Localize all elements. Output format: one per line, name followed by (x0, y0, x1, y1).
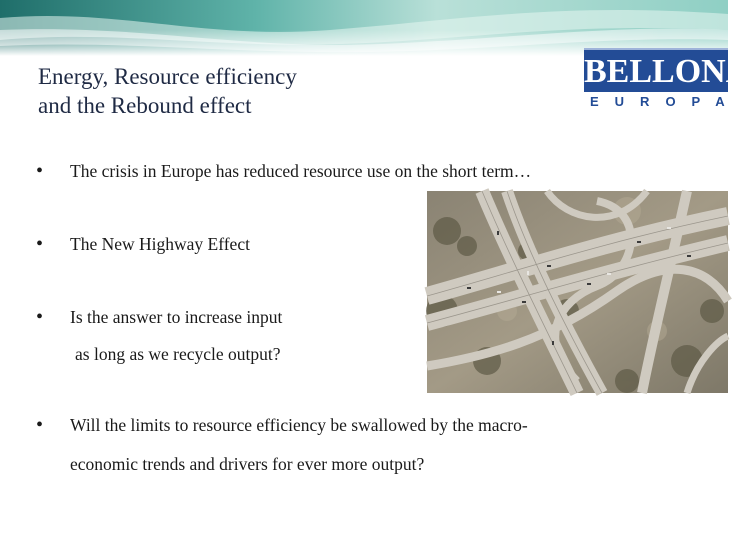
bullet-dot-icon: • (36, 160, 44, 182)
highway-interchange-photo (427, 191, 728, 393)
bellona-europa-logo (584, 45, 750, 111)
bullet-dot-icon: • (36, 233, 44, 255)
logo-subtitle: EUROPA (590, 94, 741, 109)
slide-title-line-2: and the Rebound effect (38, 93, 252, 118)
logo-wordmark: BELLONA (584, 48, 728, 92)
bullet-continuation: as long as we recycle output? (75, 344, 281, 364)
slide-title (38, 62, 297, 120)
slide-title-line-1: Energy, Resource efficiency (38, 64, 297, 89)
bullet-text: The New Highway Effect (70, 234, 250, 254)
bullet-text: Will the limits to resource efficiency be swallowed by the macro- (70, 415, 528, 435)
bullet-dot-icon: • (36, 306, 44, 328)
bullet-text: The crisis in Europe has reduced resource use on the short term… (70, 161, 532, 181)
bullet-text: Is the answer to increase input (70, 307, 283, 327)
bullet-continuation: economic trends and drivers for ever more output? (70, 454, 425, 474)
bullet-dot-icon: • (36, 414, 44, 436)
